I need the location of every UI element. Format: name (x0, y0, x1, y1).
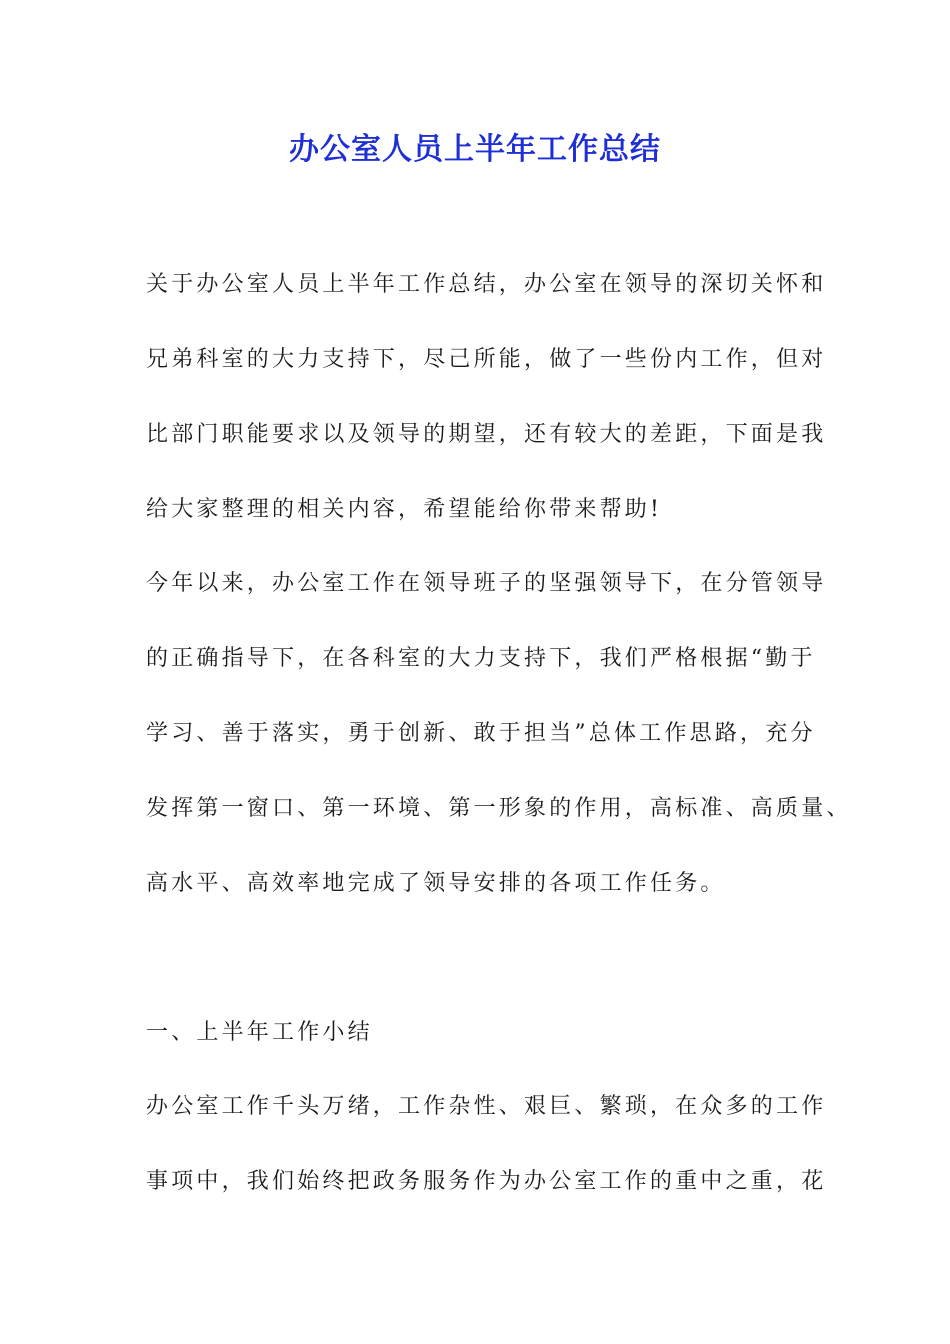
paragraph-line: 发挥第一窗口、第一环境、第一形象的作用，高标准、高质量、 (146, 796, 852, 821)
intro-line: 关于办公室人员上半年工作总结，办公室在领导的深切关怀和 (146, 272, 827, 297)
paragraph-line: 今年以来，办公室工作在领导班子的坚强领导下，在分管领导 (146, 571, 827, 596)
paragraph-line: 学习、善于落实，勇于创新、敢于担当”总体工作思路，充分 (146, 721, 816, 746)
paragraph-line: 的正确指导下，在各科室的大力支持下，我们严格根据“勤于 (146, 646, 816, 671)
intro-line: 比部门职能要求以及领导的期望，还有较大的差距，下面是我 (146, 422, 827, 447)
paragraph-line: 高水平、高效率地完成了领导安排的各项工作任务。 (146, 871, 726, 896)
intro-line: 兄弟科室的大力支持下，尽己所能，做了一些份内工作，但对 (146, 347, 827, 372)
section-line: 办公室工作千头万绪，工作杂性、艰巨、繁琐，在众多的工作 (146, 1094, 827, 1119)
section-line: 事项中，我们始终把政务服务作为办公室工作的重中之重，花 (146, 1169, 827, 1194)
section-heading: 一、上半年工作小结 (146, 1020, 373, 1045)
intro-line: 给大家整理的相关内容，希望能给你带来帮助! (146, 497, 663, 522)
document-title: 办公室人员上半年工作总结 (289, 132, 661, 167)
